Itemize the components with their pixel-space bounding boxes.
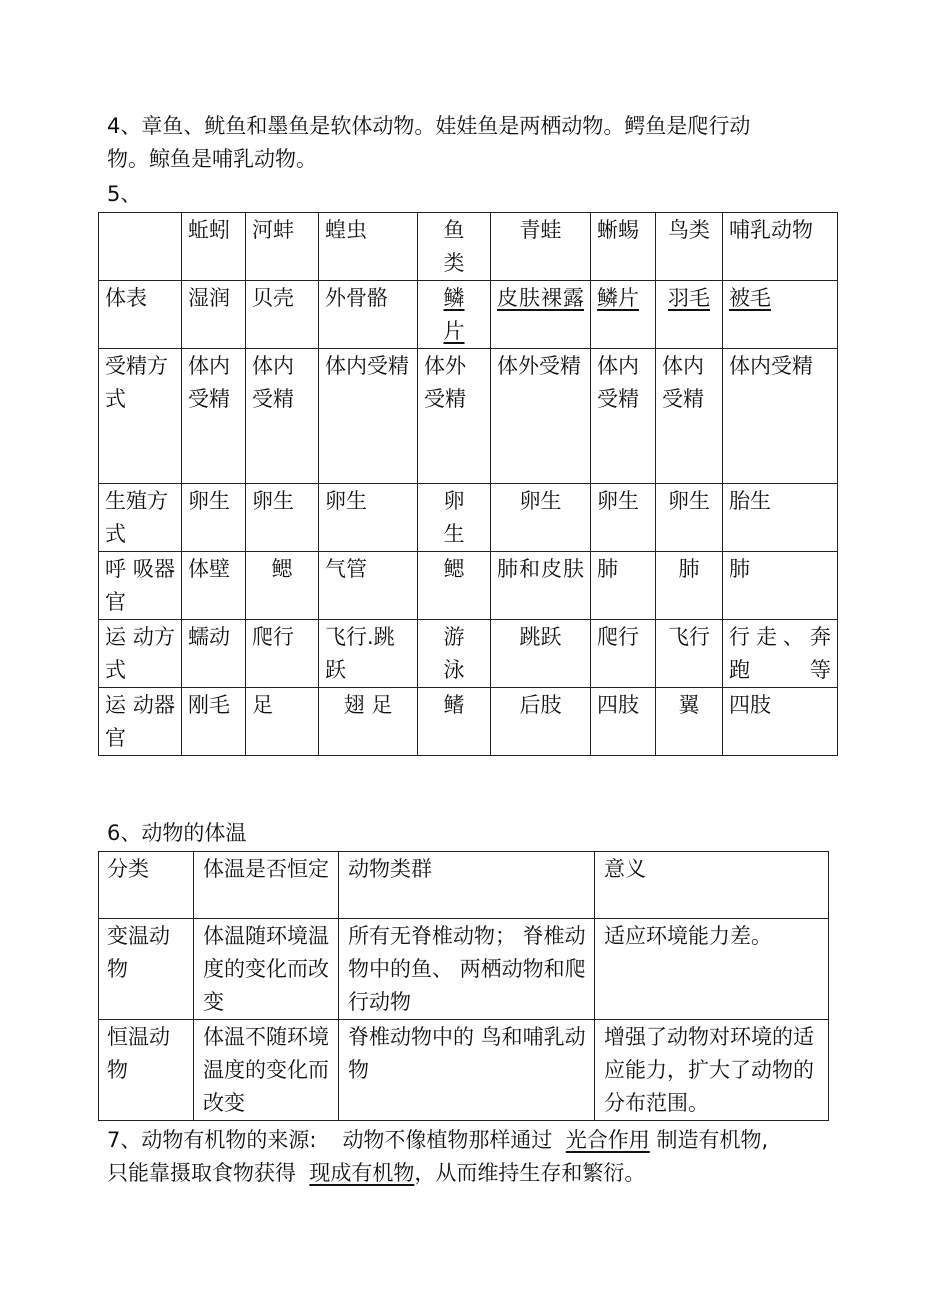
table-cell: 卵生: [591, 484, 656, 552]
table-cell: [723, 281, 838, 349]
table-row: [99, 919, 829, 1020]
table-cell: 跳跃: [491, 620, 591, 688]
table-header-cell: 蚯蚓: [182, 213, 246, 281]
table-cell: 飞行: [656, 620, 723, 688]
table-cell: 恒温动物: [99, 1020, 194, 1121]
body-temperature-table: [98, 851, 829, 1121]
table-header-cell: 哺乳动物: [723, 213, 838, 281]
table-cell: 飞行.跳跃: [319, 620, 418, 688]
table-header-cell: 河蚌: [246, 213, 319, 281]
table-cell: 增强了动物对环境的适应能力，扩大了动物的分布范围。: [595, 1020, 829, 1121]
table-cell: 胎生: [723, 484, 838, 552]
animal-comparison-table: [98, 212, 838, 756]
table-cell: 鳃: [246, 552, 319, 620]
table-cell: 运 动方式: [99, 620, 182, 688]
table-cell: 卵生: [491, 484, 591, 552]
table-header-cell: 动物类群: [339, 852, 595, 919]
item-6-title: 6、动物的体温: [107, 821, 247, 845]
table-cell: 刚毛: [182, 688, 246, 756]
fill-blank-answer: 光合作用: [565, 1128, 650, 1152]
table-cell: 生殖方式: [99, 484, 182, 552]
table-row: [99, 552, 838, 620]
table-cell: 气管: [319, 552, 418, 620]
table-cell: 肺和皮肤: [491, 552, 591, 620]
item-7-line-1: [107, 1124, 768, 1157]
table-cell: 爬行: [246, 620, 319, 688]
table-header-cell: 意义: [595, 852, 829, 919]
item-7-text: ，从而维持生存和繁衍。: [414, 1161, 646, 1185]
table-cell: 鳍: [418, 688, 491, 756]
table-header-cell: 蜥蜴: [591, 213, 656, 281]
table-cell: 足: [246, 688, 319, 756]
table-cell: 翼: [656, 688, 723, 756]
table-cell: 肺: [723, 552, 838, 620]
item-7-line-2: [107, 1157, 645, 1190]
table-cell: 四肢: [591, 688, 656, 756]
table-cell: 体内受精: [723, 349, 838, 484]
table-cell: [591, 281, 656, 349]
table-cell: [418, 281, 491, 349]
table-cell: 体外受精: [418, 349, 491, 484]
table-cell: 外骨骼: [319, 281, 418, 349]
table-header-cell: 蝗虫: [319, 213, 418, 281]
underlined-answer: 羽毛: [668, 286, 710, 310]
table-header-cell: 鸟类: [656, 213, 723, 281]
table-row: [99, 281, 838, 349]
table-cell: 肺: [656, 552, 723, 620]
item-4-line-2: 物。鲸鱼是哺乳动物。: [107, 147, 317, 171]
table-row: [99, 688, 838, 756]
table-cell: 体内受精: [182, 349, 246, 484]
table-header-cell: [99, 213, 182, 281]
table-cell: 卵生: [182, 484, 246, 552]
table-cell: 体外受精: [491, 349, 591, 484]
item-7-text: 制造有机物,: [656, 1128, 769, 1152]
table-cell: 四肢: [723, 688, 838, 756]
underlined-answer: 被毛: [729, 286, 771, 310]
table-cell: 卵生: [319, 484, 418, 552]
table-cell: 体内受精: [319, 349, 418, 484]
table-cell: 适应环境能力差。: [595, 919, 829, 1020]
item-4-line-1: 4、章鱼、鱿鱼和墨鱼是软体动物。娃娃鱼是两栖动物。鳄鱼是爬行动: [107, 114, 751, 138]
table-cell: 体内受精: [246, 349, 319, 484]
table-cell: 卵生: [418, 484, 491, 552]
underlined-answer: 皮肤裸露: [497, 286, 584, 310]
table-cell: [491, 281, 591, 349]
table-cell: 体内受精: [591, 349, 656, 484]
table-cell: 脊椎动物中的 鸟和哺乳动物: [339, 1020, 595, 1121]
table-cell: 后肢: [491, 688, 591, 756]
table-cell: 肺: [591, 552, 656, 620]
table-cell: 卵生: [656, 484, 723, 552]
table-header-cell: 鱼类: [418, 213, 491, 281]
fill-blank-answer: 现成有机物: [309, 1161, 415, 1185]
item-7-text: 只能靠摄取食物获得: [107, 1161, 296, 1185]
table-cell: [656, 281, 723, 349]
table-cell: 行走、奔跑等: [723, 620, 838, 688]
table-cell: 运 动器官: [99, 688, 182, 756]
table-cell: 体表: [99, 281, 182, 349]
table-header-cell: 青蛙: [491, 213, 591, 281]
table-row: [99, 349, 838, 484]
table-cell: 爬行: [591, 620, 656, 688]
table-cell: 鳃: [418, 552, 491, 620]
item-7-heading: 7、动物有机物的来源:: [107, 1128, 317, 1152]
table-cell: 变温动物: [99, 919, 194, 1020]
table-header-row: [99, 852, 829, 919]
table-header-cell: 体温是否恒定: [194, 852, 339, 919]
item-5-label: 5、: [107, 182, 142, 206]
table-cell: 贝壳: [246, 281, 319, 349]
table-cell: 翅 足: [319, 688, 418, 756]
table-cell: 体温不随环境温度的变化而改变: [194, 1020, 339, 1121]
underlined-answer: 鳞片: [597, 286, 639, 310]
table-header-cell: 分类: [99, 852, 194, 919]
table-cell: 蠕动: [182, 620, 246, 688]
table-cell: 游泳: [418, 620, 491, 688]
table-cell: 体壁: [182, 552, 246, 620]
table-header-row: [99, 213, 838, 281]
item-7-text: 动物不像植物那样通过: [342, 1128, 553, 1152]
table-row: [99, 1020, 829, 1121]
table-row: [99, 620, 838, 688]
table-cell: 体内受精: [656, 349, 723, 484]
table-cell: 受精方式: [99, 349, 182, 484]
table-row: [99, 484, 838, 552]
table-cell: 呼 吸器官: [99, 552, 182, 620]
table-cell: 湿润: [182, 281, 246, 349]
table-cell: 卵生: [246, 484, 319, 552]
table-cell: 所有无脊椎动物； 脊椎动物中的鱼、 两栖动物和爬行动物: [339, 919, 595, 1020]
underlined-answer: 鳞片: [443, 286, 465, 343]
table-cell: 体温随环境温度的变化而改变: [194, 919, 339, 1020]
